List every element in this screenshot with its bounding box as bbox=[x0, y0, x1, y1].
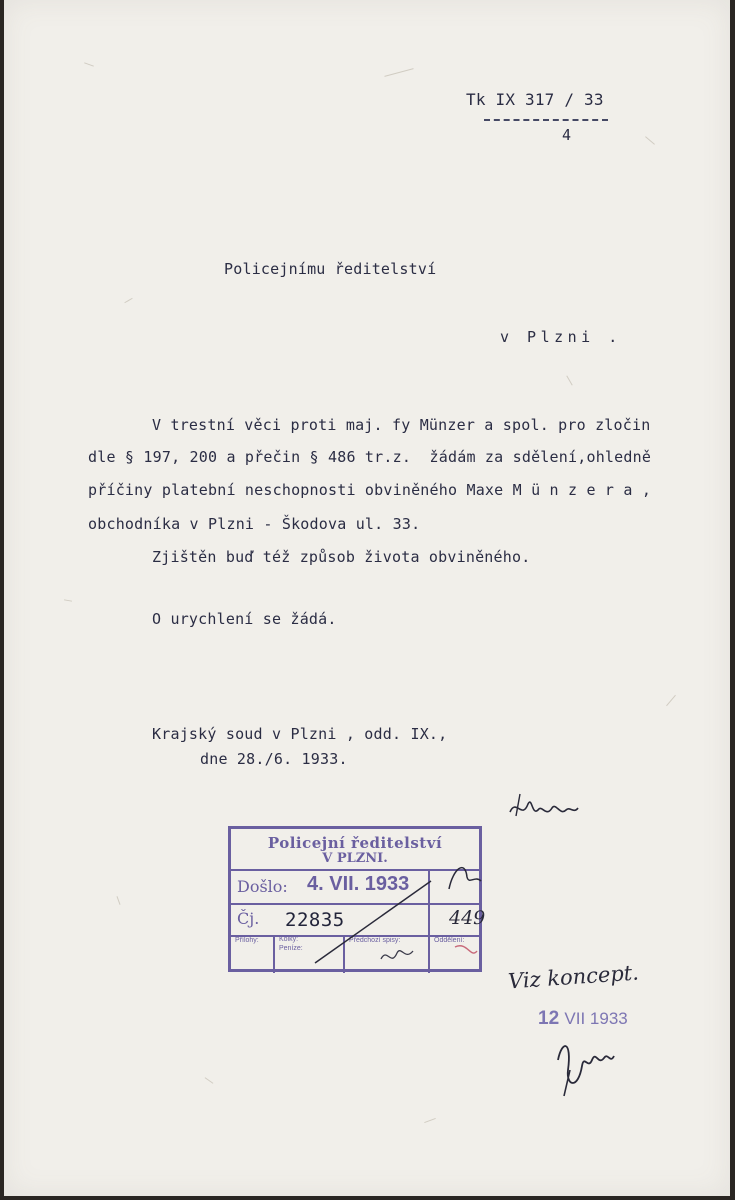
closing-line: O urychlení se žádá. bbox=[152, 610, 337, 628]
reference-number: Tk IX 317 / 33 bbox=[466, 90, 604, 109]
signature-2 bbox=[548, 1030, 618, 1100]
addressee-line: Policejnímu ředitelství bbox=[224, 260, 437, 278]
handwritten-note: Viz koncept. bbox=[507, 960, 640, 994]
stamp-pen-marks bbox=[231, 829, 485, 975]
number-label: Čj. bbox=[237, 909, 260, 928]
police-received-stamp bbox=[228, 826, 486, 972]
body-line-1: V trestní věci proti maj. fy Münzer a spol. pro zločin bbox=[152, 416, 651, 434]
court-name: Krajský soud v Plzni , odd. IX., bbox=[152, 725, 448, 743]
department-label: Oddělení: bbox=[434, 937, 465, 944]
stamp-title: Policejní ředitelství bbox=[267, 834, 443, 852]
body-line-3: příčiny platební neschopnosti obviněného Maxe M ü n z e r a , bbox=[88, 481, 652, 499]
stamp-subtitle: V PLZNI. bbox=[322, 851, 388, 866]
addressee-city: v Plzni . bbox=[500, 328, 622, 346]
second-date-stamp bbox=[538, 1008, 628, 1030]
reference-number-typed: 22835 bbox=[285, 909, 345, 931]
stamps-money-label: Kolky: Peníze: bbox=[279, 936, 303, 952]
signature-1 bbox=[506, 790, 580, 830]
reference-subnumber: 4 bbox=[562, 126, 572, 144]
document-date: dne 28./6. 1933. bbox=[200, 750, 348, 768]
second-stamp-month-year: VII 1933 bbox=[564, 1009, 628, 1028]
body-line-5: Zjištěn buď též způsob života obviněného. bbox=[152, 548, 531, 566]
body-line-2: dle § 197, 200 a přečin § 486 tr.z. žádám za sdělení,ohledně bbox=[88, 448, 652, 466]
body-line-4: obchodníka v Plzni - Škodova ul. 33. bbox=[88, 515, 421, 533]
received-label: Došlo: bbox=[237, 877, 288, 896]
stamp-handwritten-number: 449 bbox=[449, 907, 486, 929]
received-date: 4. VII. 1933 bbox=[307, 873, 410, 895]
attachments-label: Přílohy: bbox=[235, 937, 259, 944]
previous-files-label: Předchozí spisy: bbox=[349, 937, 401, 944]
second-stamp-day: 12 bbox=[538, 1008, 560, 1029]
reference-underline bbox=[484, 119, 608, 121]
